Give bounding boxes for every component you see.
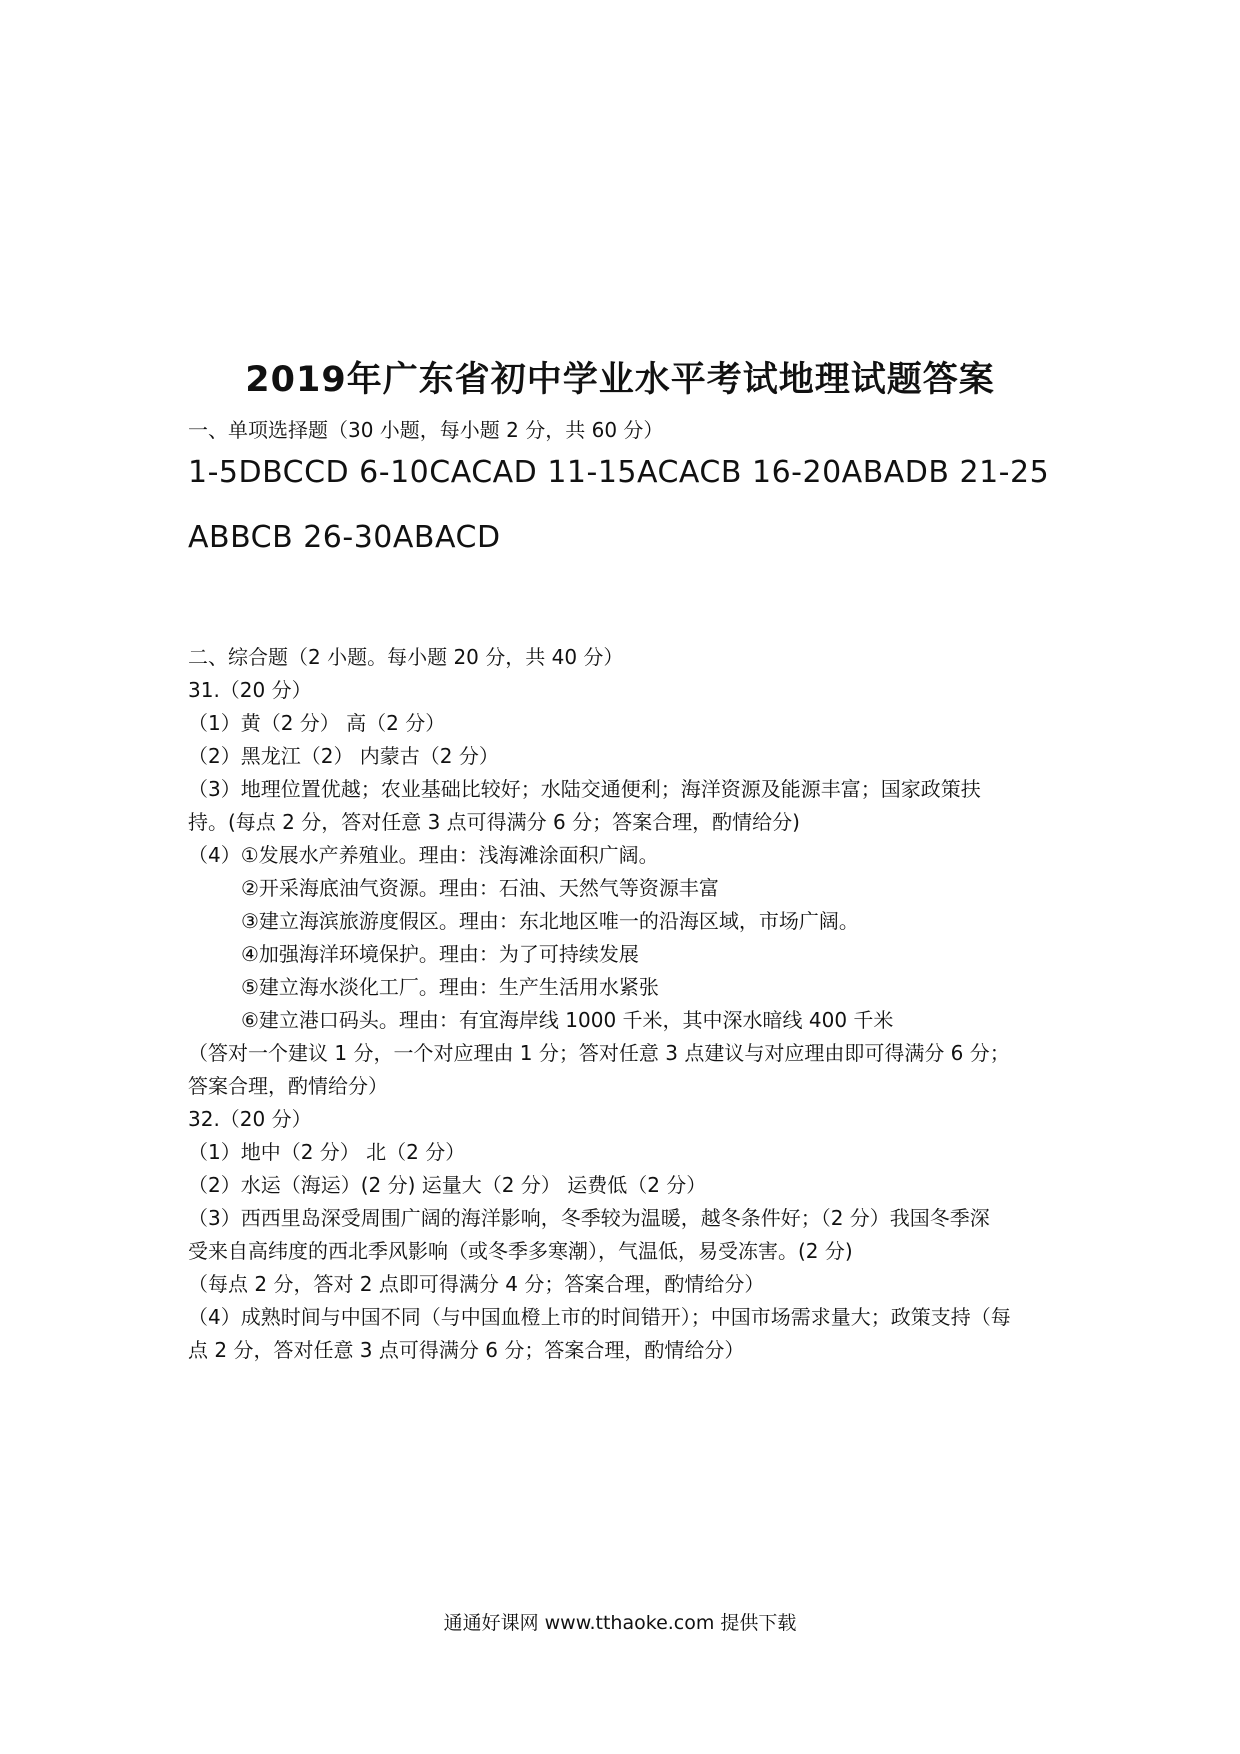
q31-part4-5: ⑤建立海水淡化工厂。理由：生产生活用水紧张: [241, 975, 659, 999]
q32-part3-a: （3）西西里岛深受周围广阔的海洋影响，冬季较为温暖，越冬条件好；（2 分）我国冬季深: [188, 1206, 990, 1230]
q31-part4-1: （4）①发展水产养殖业。理由：浅海滩涂面积广阔。: [188, 843, 659, 867]
q32-part1: （1）地中（2 分） 北（2 分）: [188, 1140, 466, 1164]
q32-part3-b: 受来自高纬度的西北季风影响（或冬季多寒潮），气温低，易受冻害。(2 分): [188, 1239, 853, 1263]
q32-part4-a: （4）成熟时间与中国不同（与中国血橙上市的时间错开）；中国市场需求量大；政策支持（每: [188, 1305, 1011, 1329]
q32-part2: （2）水运（海运）(2 分) 运量大（2 分） 运费低（2 分）: [188, 1173, 707, 1197]
q31-part1: （1）黄（2 分） 高（2 分）: [188, 711, 446, 735]
footer-source: 通通好课网 www.tthaoke.com 提供下载: [443, 1612, 797, 1634]
section2-heading: 二、综合题（2 小题。每小题 20 分，共 40 分）: [188, 645, 624, 669]
q31-part3-a: （3）地理位置优越；农业基础比较好；水陆交通便利；海洋资源及能源丰富；国家政策扶: [188, 777, 981, 801]
section1-heading: 一、单项选择题（30 小题，每小题 2 分，共 60 分）: [188, 418, 664, 442]
q31-label: 31.（20 分）: [188, 678, 312, 702]
page-title: 2019年广东省初中学业水平考试地理试题答案: [245, 360, 995, 400]
q31-note-b: 答案合理，酌情给分）: [188, 1074, 388, 1098]
q31-note-a: （答对一个建议 1 分，一个对应理由 1 分；答对任意 3 点建议与对应理由即可得满分 6 分；: [188, 1041, 1010, 1065]
q31-part2: （2）黑龙江（2） 内蒙古（2 分）: [188, 744, 499, 768]
q31-part4-6: ⑥建立港口码头。理由：有宜海岸线 1000 千米，其中深水暗线 400 千米: [241, 1008, 894, 1032]
q32-label: 32.（20 分）: [188, 1107, 312, 1131]
choice-answers-line1: 1-5DBCCD 6-10CACAD 11-15ACACB 16-20ABADB 21-25: [188, 455, 1050, 490]
q32-part3-c: （每点 2 分，答对 2 点即可得满分 4 分；答案合理，酌情给分）: [188, 1272, 765, 1296]
q31-part4-3: ③建立海滨旅游度假区。理由：东北地区唯一的沿海区域，市场广阔。: [241, 909, 859, 933]
q31-part4-4: ④加强海洋环境保护。理由：为了可持续发展: [241, 942, 639, 966]
choice-answers-line2: ABBCB 26-30ABACD: [188, 520, 501, 555]
q32-part4-b: 点 2 分，答对任意 3 点可得满分 6 分；答案合理，酌情给分）: [188, 1338, 745, 1362]
q31-part3-b: 持。(每点 2 分，答对任意 3 点可得满分 6 分；答案合理，酌情给分): [188, 810, 800, 834]
q31-part4-2: ②开采海底油气资源。理由：石油、天然气等资源丰富: [241, 876, 719, 900]
